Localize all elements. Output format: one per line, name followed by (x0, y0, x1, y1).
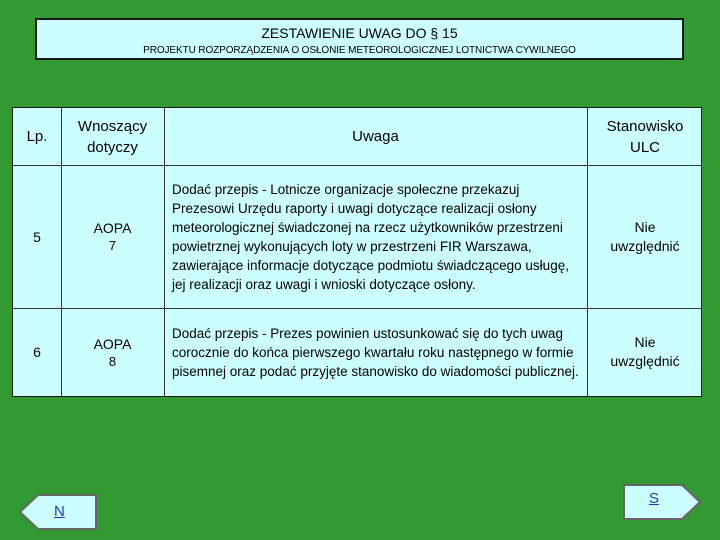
next-button[interactable] (622, 482, 702, 522)
row-uwaga: Dodać przepis - Lotnicze organizacje społeczne przekazuj Prezesowi Urzędu raporty i uwagi dotyczące realizacji osłony meteorologicznej świadczonej na rzecz użytkowników przestrzeni powietrznej wykonujących loty w przestrzeni FIR Warszawa, zawierające informacje dotyczące podmiotu świadczącego usługę, jej realizacji oraz uwagi i wnioski dotyczące osłony. (172, 181, 569, 292)
prev-button[interactable] (16, 492, 98, 532)
row-uwaga: Dodać przepis - Prezes powinien ustosunkować się do tych uwag corocznie do końca pierwszego kwartału roku następnego w formie pisemnej oraz podać przyjęte stanowisko do wiadomości publicznej. (172, 325, 579, 379)
row-stanowisko: Nie uwzględnić (610, 334, 680, 369)
prev-button-label: N (54, 503, 65, 520)
row-wnoszacy-org: AOPA (93, 220, 132, 236)
row-lp: 5 (33, 228, 41, 245)
title-box (35, 18, 684, 60)
header-uwaga: Uwaga (352, 128, 399, 145)
row-wnoszacy (61, 308, 164, 396)
remarks-table (12, 107, 702, 397)
next-button-label: S (649, 490, 660, 507)
header-stanowisko: Stanowisko ULC (606, 117, 684, 156)
row-lp: 6 (33, 344, 41, 360)
row-wnoszacy-nr: 8 (108, 353, 117, 369)
row-stanowisko: Nie uwzględnić (610, 218, 680, 254)
header-wnoszacy: Wnoszący dotyczy (77, 117, 148, 156)
row-wnoszacy (61, 165, 164, 308)
page-title: ZESTAWIENIE UWAG DO § 15 (261, 25, 458, 41)
arrow-right-icon (622, 482, 702, 522)
page-subtitle: PROJEKTU ROZPORZĄDZENIA O OSŁONIE METEOROLOGICZNEJ LOTNICTWA CYWILNEGO (143, 45, 576, 56)
row-wnoszacy-nr: 7 (108, 238, 117, 253)
row-wnoszacy-org: AOPA (93, 335, 132, 352)
header-lp: Lp. (26, 128, 48, 145)
